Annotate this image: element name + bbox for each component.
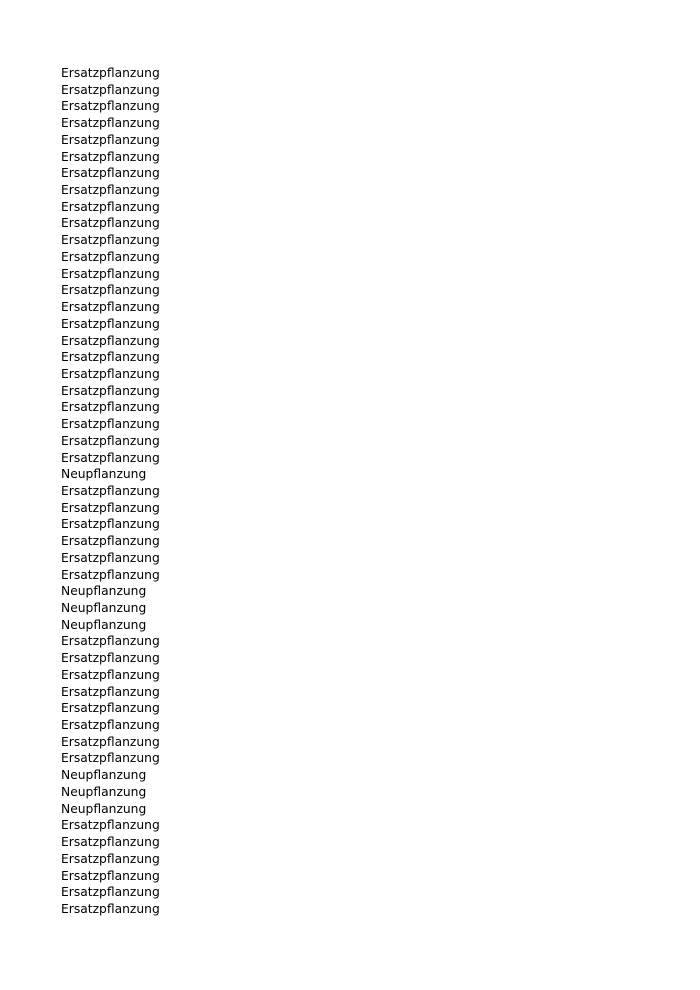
list-item: Ersatzpflanzung: [61, 400, 160, 415]
list-item: Ersatzpflanzung: [61, 132, 160, 147]
list-item: Ersatzpflanzung: [61, 701, 160, 716]
list-item: Ersatzpflanzung: [61, 901, 160, 916]
list-item: Ersatzpflanzung: [61, 216, 160, 231]
list-item: Ersatzpflanzung: [61, 550, 160, 565]
list-item: Ersatzpflanzung: [61, 534, 160, 549]
list-item: Ersatzpflanzung: [61, 383, 160, 398]
list-item: Ersatzpflanzung: [61, 634, 160, 649]
list-item: Ersatzpflanzung: [61, 283, 160, 298]
list-item: Neupflanzung: [61, 801, 147, 816]
list-item: Ersatzpflanzung: [61, 249, 160, 264]
list-item: Ersatzpflanzung: [61, 233, 160, 248]
list-item: Ersatzpflanzung: [61, 417, 160, 432]
list-item: Neupflanzung: [61, 601, 147, 615]
list-item: Ersatzpflanzung: [61, 651, 160, 666]
list-item: Ersatzpflanzung: [61, 366, 160, 381]
entry-list: [61, 65, 160, 918]
list-item: Ersatzpflanzung: [61, 66, 160, 80]
list-item: Ersatzpflanzung: [61, 851, 160, 866]
list-item: Ersatzpflanzung: [61, 316, 160, 331]
list-item: Ersatzpflanzung: [61, 350, 160, 365]
list-item: Ersatzpflanzung: [61, 166, 160, 181]
list-item: Ersatzpflanzung: [61, 868, 160, 883]
list-item: Ersatzpflanzung: [61, 667, 160, 682]
list-item: Ersatzpflanzung: [61, 116, 160, 131]
list-item: Ersatzpflanzung: [61, 82, 160, 97]
list-item: Neupflanzung: [61, 784, 147, 799]
list-item: Ersatzpflanzung: [61, 199, 160, 214]
list-item: Ersatzpflanzung: [61, 734, 160, 749]
list-item: Ersatzpflanzung: [61, 183, 160, 198]
list-item: Ersatzpflanzung: [61, 433, 160, 448]
list-item: Ersatzpflanzung: [61, 718, 160, 733]
list-item: Ersatzpflanzung: [61, 885, 160, 900]
list-item: Ersatzpflanzung: [61, 818, 160, 833]
list-item: Neupflanzung: [61, 584, 147, 599]
list-item: Ersatzpflanzung: [61, 149, 160, 164]
list-item: Ersatzpflanzung: [61, 99, 160, 114]
list-item: Ersatzpflanzung: [61, 333, 160, 348]
list-item: Ersatzpflanzung: [61, 751, 160, 766]
list-item: Neupflanzung: [61, 617, 147, 632]
list-item: Ersatzpflanzung: [61, 500, 160, 515]
list-item: Ersatzpflanzung: [61, 483, 160, 498]
list-item: Ersatzpflanzung: [61, 684, 160, 699]
list-item: Ersatzpflanzung: [61, 300, 160, 315]
list-item: Ersatzpflanzung: [61, 266, 160, 281]
list-item: Neupflanzung: [61, 768, 147, 783]
list-item: Ersatzpflanzung: [61, 450, 160, 465]
list-item: Ersatzpflanzung: [61, 835, 160, 850]
list-item: Ersatzpflanzung: [61, 517, 160, 532]
list-item: Neupflanzung: [61, 467, 147, 482]
list-item: Ersatzpflanzung: [61, 567, 160, 582]
